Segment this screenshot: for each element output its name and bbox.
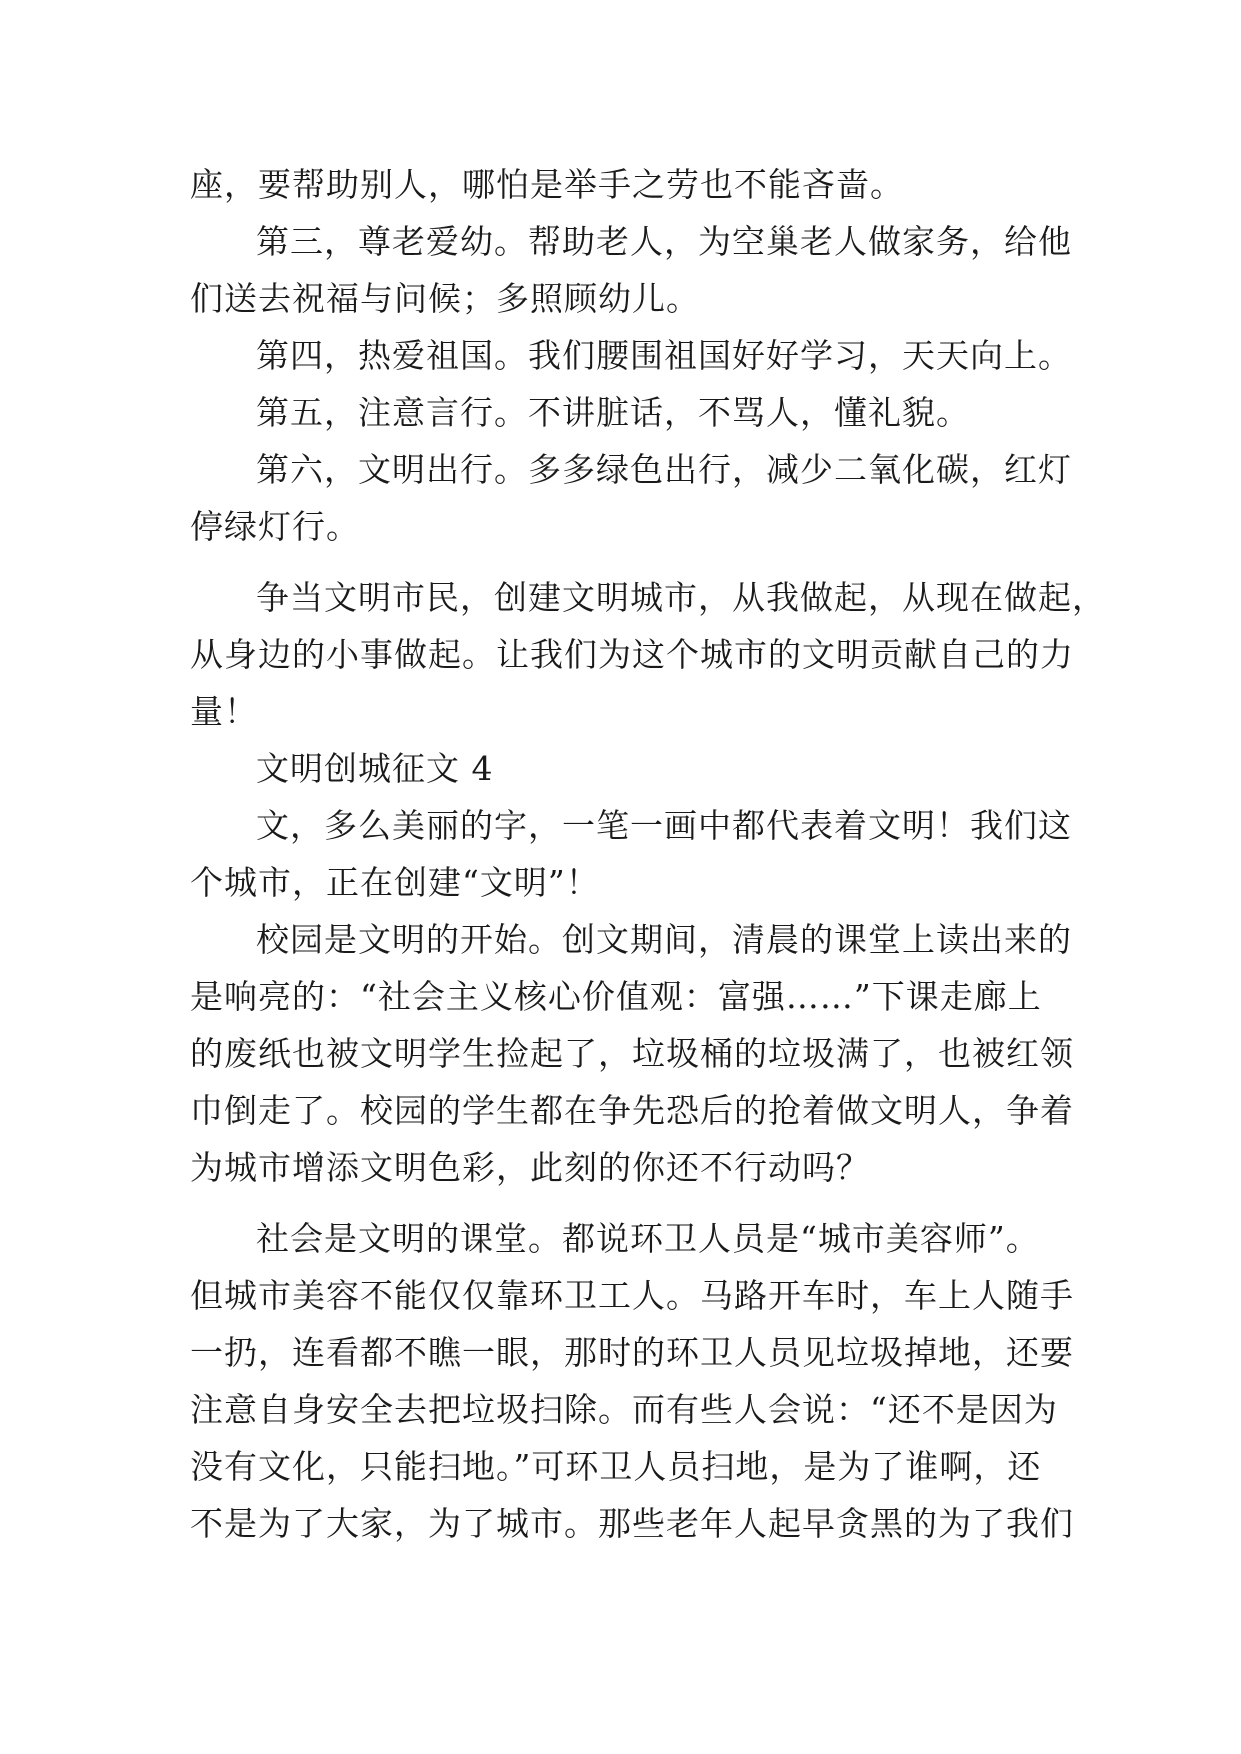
paragraph-line: 没有文化，只能扫地。”可环卫人员扫地，是为了谁啊，还: [190, 1447, 1042, 1486]
paragraph-line: 第三，尊老爱幼。帮助老人，为空巢老人做家务，给他: [256, 222, 1072, 261]
paragraph-line: 个城市，正在创建“文明”！: [190, 863, 600, 902]
paragraph-line: 第五，注意言行。不讲脏话，不骂人，懂礼貌。: [256, 393, 970, 432]
paragraph-line: 们送去祝福与问候；多照顾幼儿。: [190, 279, 700, 318]
paragraph-line: 巾倒走了。校园的学生都在争先恐后的抢着做文明人，争着: [190, 1091, 1074, 1130]
paragraph-line: 文，多么美丽的字，一笔一画中都代表着文明！我们这: [256, 806, 1072, 845]
paragraph-line: 校园是文明的开始。创文期间，清晨的课堂上读出来的: [256, 920, 1072, 959]
paragraph-line: 从身边的小事做起。让我们为这个城市的文明贡献自己的力: [190, 635, 1074, 674]
paragraph-line: 争当文明市民，创建文明城市，从我做起，从现在做起，: [256, 578, 1106, 617]
paragraph-line: 但城市美容不能仅仅靠环卫工人。马路开车时，车上人随手: [190, 1276, 1074, 1315]
paragraph-line: 停绿灯行。: [190, 507, 360, 546]
paragraph-line: 是响亮的：“社会主义核心价值观：富强……”下课走廊上: [190, 977, 1042, 1016]
paragraph-line: 座，要帮助别人，哪怕是举手之劳也不能吝啬。: [190, 165, 904, 204]
paragraph-line: 一扔，连看都不瞧一眼，那时的环卫人员见垃圾掉地，还要: [190, 1333, 1074, 1372]
paragraph-line: 社会是文明的课堂。都说环卫人员是“城市美容师”。: [256, 1219, 1040, 1258]
section-title: 文明创城征文 4: [256, 749, 494, 788]
paragraph-line: 第六，文明出行。多多绿色出行，减少二氧化碳，红灯: [256, 450, 1072, 489]
paragraph-line: 为城市增添文明色彩，此刻的你还不行动吗？: [190, 1148, 870, 1187]
paragraph-line: 量！: [190, 692, 258, 731]
paragraph-line: 注意自身安全去把垃圾扫除。而有些人会说：“还不是因为: [190, 1390, 1058, 1429]
paragraph-line: 不是为了大家，为了城市。那些老年人起早贪黑的为了我们: [190, 1504, 1074, 1543]
paragraph-line: 第四，热爱祖国。我们腰围祖国好好学习，天天向上。: [256, 336, 1072, 375]
paragraph-line: 的废纸也被文明学生捡起了，垃圾桶的垃圾满了，也被红领: [190, 1034, 1074, 1073]
